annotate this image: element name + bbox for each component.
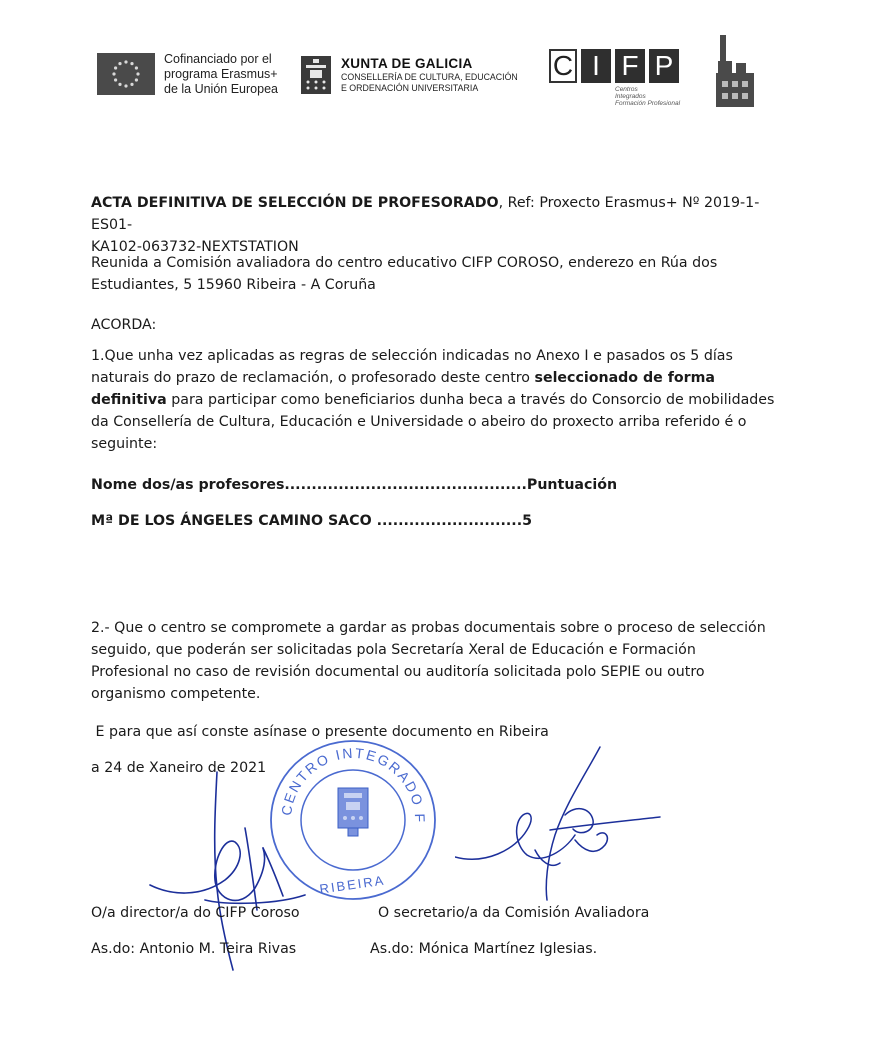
acorda-heading: ACORDA: bbox=[91, 317, 157, 333]
cifp-letter-f: F bbox=[615, 49, 645, 83]
closing-date: a 24 de Xaneiro de 2021 bbox=[91, 760, 267, 776]
intro-line-2: Estudiantes, 5 15960 Ribeira - A Coruña bbox=[91, 277, 376, 293]
stamp-crest-icon bbox=[338, 788, 368, 836]
cifp-subtitle-line-1: Centros bbox=[615, 86, 638, 93]
title-line-2: KA102-063732-NEXTSTATION bbox=[91, 239, 299, 255]
eu-logo-line-1: Cofinanciado por el bbox=[164, 52, 272, 66]
xunta-crest-icon bbox=[300, 55, 332, 95]
document-title bbox=[91, 192, 781, 258]
intro-paragraph bbox=[91, 252, 781, 296]
cifp-letter-p: P bbox=[649, 49, 679, 83]
point-1-paragraph bbox=[91, 345, 781, 455]
point-1-line-3-text: para participar como beneficiarios dunha beca a través do Consorcio de mobilidades bbox=[166, 392, 775, 408]
cifp-subtitle bbox=[615, 86, 680, 107]
secretary-signature bbox=[455, 745, 665, 905]
director-role: O/a director/a do CIFP Coroso bbox=[91, 905, 300, 921]
point-1-line-1: 1.Que unha vez aplicadas as regras de selección indicadas no Anexo I e pasados os 5 días bbox=[91, 348, 733, 364]
xunta-logo-line-1: CONSELLERÍA DE CULTURA, EDUCACIÓN bbox=[341, 72, 518, 82]
eu-logo-line-2: programa Erasmus+ bbox=[164, 67, 278, 81]
title-line-1 bbox=[91, 192, 781, 236]
point-2-line-1: 2.- Que o centro se compromete a gardar as probas documentais sobre o proceso de selección bbox=[91, 620, 766, 636]
point-1-line-2-text: naturais do prazo de reclamación, o profesorado deste centro bbox=[91, 370, 535, 386]
stamp-bottom-text: RIBEIRA bbox=[318, 872, 387, 897]
title-ref: , Ref: Proxecto Erasmus+ Nº 2019-1-ES01- bbox=[91, 195, 760, 233]
cifp-letter-c: C bbox=[549, 49, 577, 83]
eu-logo-line-3: de la Unión Europea bbox=[164, 82, 278, 96]
cifp-subtitle-line-3: Formación Profesional bbox=[615, 100, 681, 107]
teacher-table-row: Mª DE LOS ÁNGELES CAMINO SACO ...........................5 bbox=[91, 513, 532, 529]
eu-logo-text bbox=[164, 52, 278, 97]
xunta-logo-text bbox=[341, 55, 518, 94]
xunta-logo-line-2: E ORDENACIÓN UNIVERSITARIA bbox=[341, 83, 479, 93]
point-1-line-2 bbox=[91, 367, 781, 389]
cifp-logo bbox=[549, 47, 709, 109]
intro-line-1: Reunida a Comisión avaliadora do centro educativo CIFP COROSO, enderezo en Rúa dos bbox=[91, 255, 718, 271]
point-1-line-3-bold: definitiva bbox=[91, 392, 167, 408]
point-1-line-2-bold: seleccionado de forma bbox=[534, 370, 715, 386]
point-2-paragraph bbox=[91, 617, 781, 705]
point-1-line-3 bbox=[91, 389, 781, 411]
point-2-line-3: Profesional no caso de revisión documental ou auditoría solicitada polo SEPIE ou outro bbox=[91, 664, 705, 680]
title-bold: ACTA DEFINITIVA DE SELECCIÓN DE PROFESORADO bbox=[91, 195, 499, 211]
teacher-table-header: Nome dos/as profesores.............................................Puntuación bbox=[91, 477, 618, 493]
stamp-ring-text: CENTRO INTEGRADO F bbox=[277, 744, 429, 823]
point-1-line-5: seguinte: bbox=[91, 436, 158, 452]
cifp-letter-i: I bbox=[581, 49, 611, 83]
eu-flag-icon bbox=[97, 53, 155, 95]
closing-line-1: E para que así conste asínase o presente documento en Ribeira bbox=[91, 724, 549, 740]
cifp-subtitle-line-2: Integrados bbox=[615, 93, 646, 100]
point-2-line-4: organismo competente. bbox=[91, 686, 261, 702]
secretary-name: As.do: Mónica Martínez Iglesias. bbox=[370, 941, 598, 957]
header-logos bbox=[0, 0, 877, 140]
point-1-line-4: da Consellería de Cultura, Educación e Universidade o abeiro do proxecto arriba referido é o bbox=[91, 414, 747, 430]
secretary-role: O secretario/a da Comisión Avaliadora bbox=[378, 905, 650, 921]
xunta-logo-title: XUNTA DE GALICIA bbox=[341, 56, 473, 71]
building-icon bbox=[714, 33, 756, 108]
point-2-line-2: seguido, que poderán ser solicitadas pola Secretaría Xeral de Educación e Formación bbox=[91, 642, 696, 658]
director-name: As.do: Antonio M. Teira Rivas bbox=[91, 941, 297, 957]
